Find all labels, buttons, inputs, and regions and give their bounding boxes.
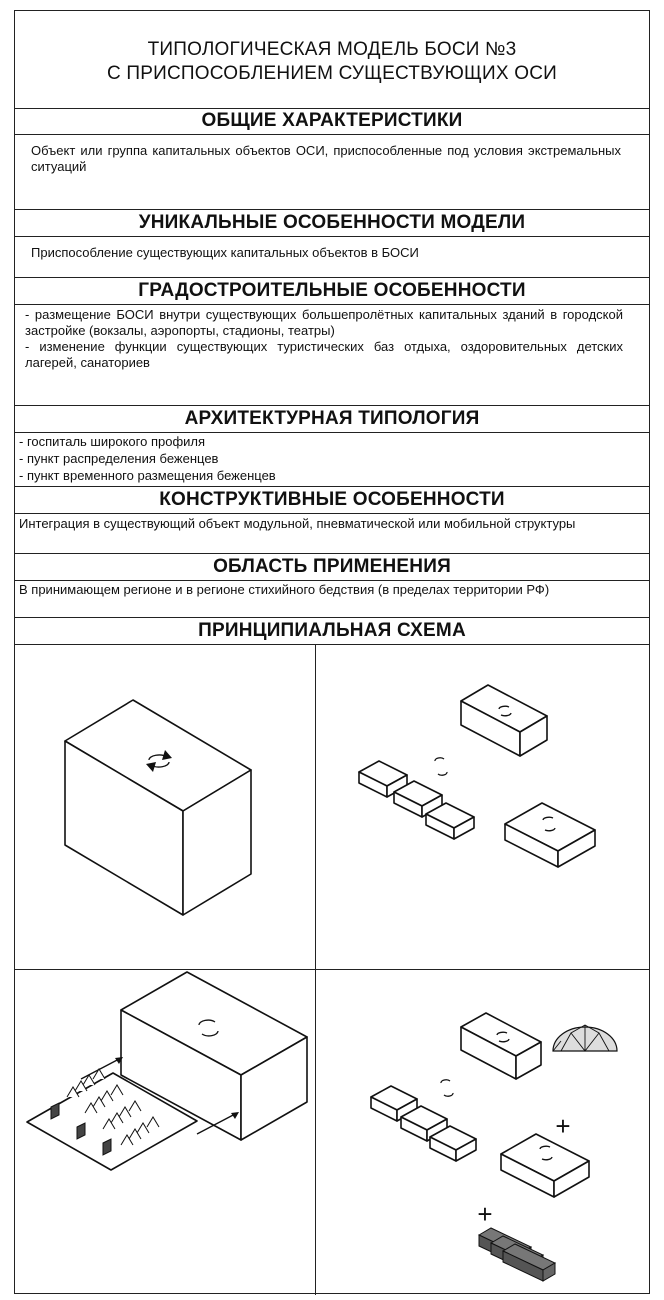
urban-item-1: - размещение БОСИ внутри существующих большепролётных капитальных зданий в городской застройке (вокзалы, аэропорты, стадионы, театры) bbox=[25, 307, 623, 338]
architectural-item: - пункт распределения беженцев bbox=[19, 451, 219, 466]
page-title-line-1: ТИПОЛОГИЧЕСКАЯ МОДЕЛЬ БОСИ №3 bbox=[147, 39, 517, 60]
scheme-building-tents bbox=[15, 969, 315, 1295]
scheme-heading: ПРИНЦИПИАЛЬНАЯ СХЕМА bbox=[15, 618, 649, 645]
urban-text bbox=[15, 304, 649, 406]
building-block-flat bbox=[501, 1134, 589, 1197]
unique-heading: УНИКАЛЬНЫЕ ОСОБЕННОСТИ МОДЕЛИ bbox=[15, 210, 649, 237]
mobile-containers-icon bbox=[479, 1228, 555, 1281]
typology-sheet bbox=[14, 10, 650, 1294]
urban-item-2: - изменение функции существующих туристических баз отдыха, оздоровительных детских лагерей, санаториев bbox=[25, 339, 623, 370]
scheme-grid bbox=[15, 644, 649, 1295]
building-block-small bbox=[461, 1013, 541, 1079]
structural-text: Интеграция в существующий объект модульной, пневматической или мобильной структуры bbox=[15, 513, 649, 554]
building-block bbox=[65, 700, 251, 915]
unique-text: Приспособление существующих капитальных объектов в БОСИ bbox=[15, 236, 649, 278]
title-block bbox=[15, 11, 649, 109]
architectural-item: - пункт временного размещения беженцев bbox=[19, 468, 276, 483]
architectural-list bbox=[15, 432, 649, 487]
plus-sign: + bbox=[477, 1199, 493, 1229]
geodesic-dome-icon bbox=[553, 1025, 617, 1051]
building-block-small bbox=[461, 685, 547, 756]
general-heading: ОБЩИЕ ХАРАКТЕРИСТИКИ bbox=[15, 108, 649, 135]
scheme-buildings-modules bbox=[315, 644, 649, 969]
building-block-flat bbox=[505, 803, 595, 867]
scheme-mixed-structures bbox=[315, 969, 649, 1295]
architectural-heading: АРХИТЕКТУРНАЯ ТИПОЛОГИЯ bbox=[15, 406, 649, 433]
urban-heading: ГРАДОСТРОИТЕЛЬНЫЕ ОСОБЕННОСТИ bbox=[15, 278, 649, 305]
adaptation-arrows-icon bbox=[441, 1080, 453, 1096]
general-text: Объект или группа капитальных объектов ОСИ, приспособленные под условия экстремальных ситуаций bbox=[15, 134, 649, 210]
application-heading: ОБЛАСТЬ ПРИМЕНЕНИЯ bbox=[15, 554, 649, 581]
structural-heading: КОНСТРУКТИВНЫЕ ОСОБЕННОСТИ bbox=[15, 487, 649, 514]
page-title-line-2: С ПРИСПОСОБЛЕНИЕМ СУЩЕСТВУЮЩИХ ОСИ bbox=[106, 63, 558, 84]
plus-sign: + bbox=[555, 1111, 571, 1141]
adaptation-arrows-icon bbox=[435, 758, 447, 775]
scheme-single-building bbox=[15, 644, 315, 969]
application-text: В принимающем регионе и в регионе стихийного бедствия (в пределах территории РФ) bbox=[15, 580, 649, 618]
architectural-item: - госпиталь широкого профиля bbox=[19, 434, 206, 449]
